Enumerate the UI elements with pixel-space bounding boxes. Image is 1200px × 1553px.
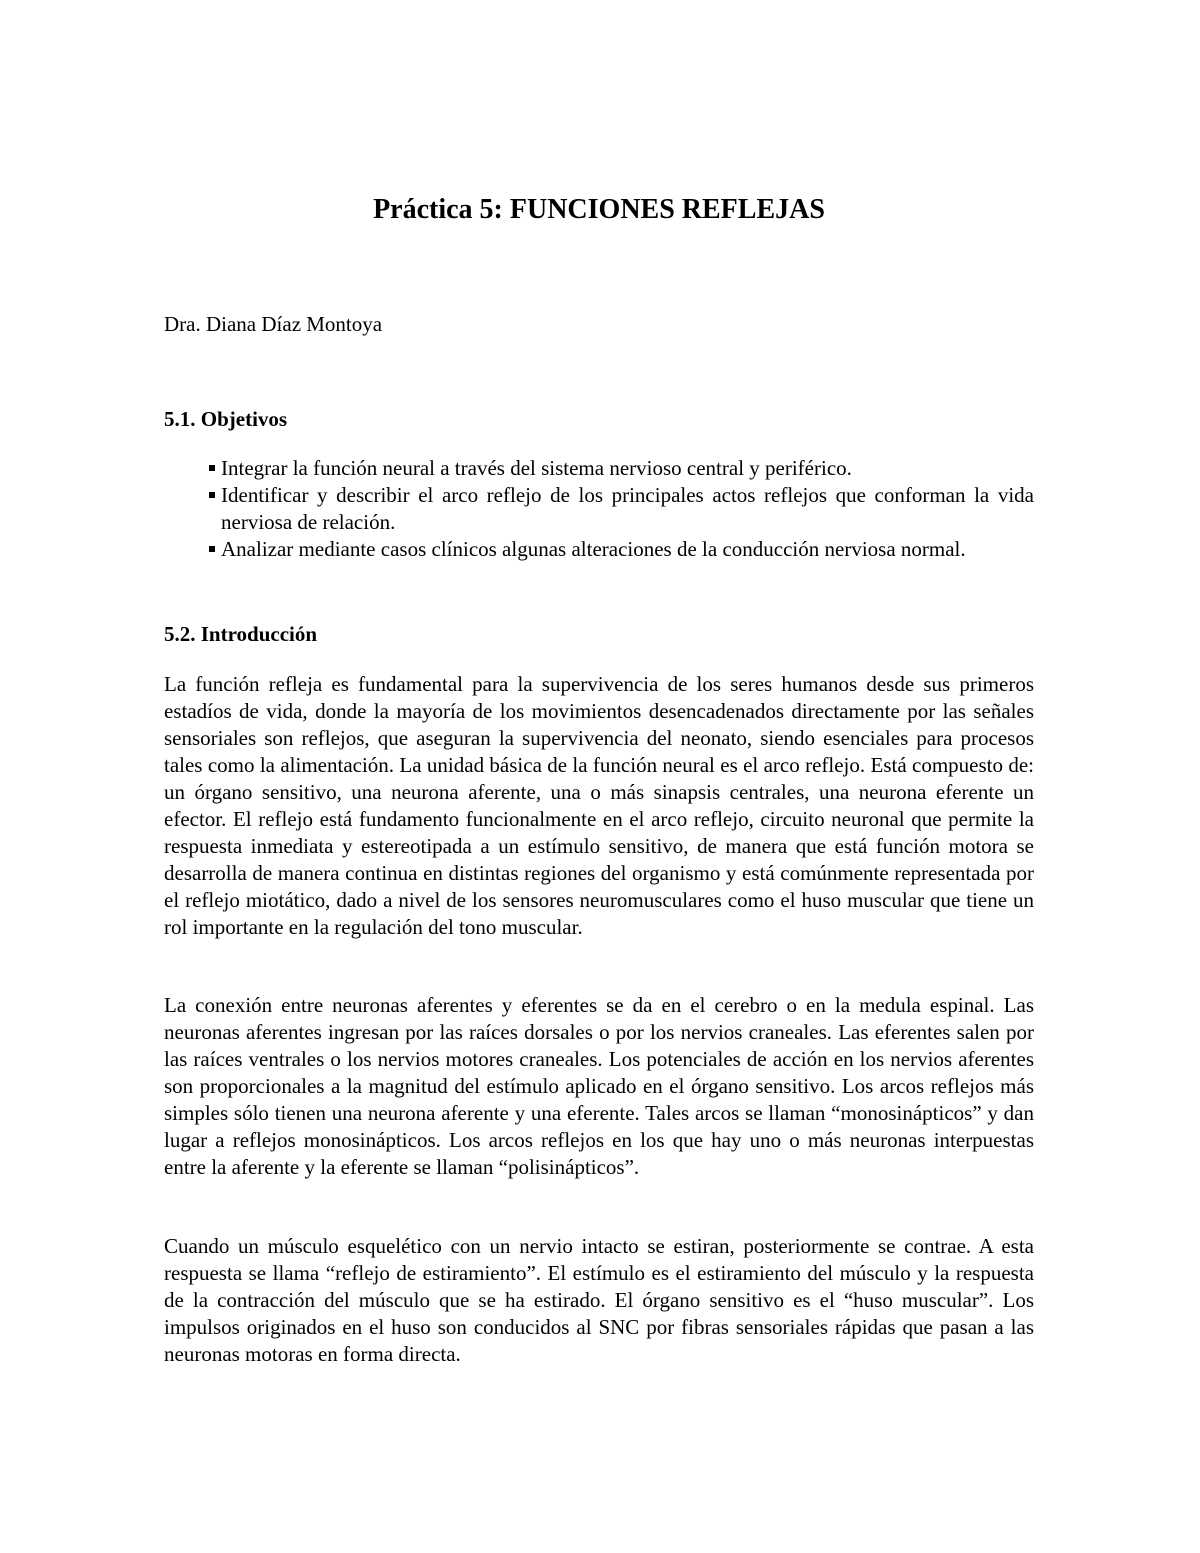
objective-text: Analizar mediante casos clínicos algunas alteraciones de la conducción nerviosa normal. — [221, 537, 966, 561]
objective-text: Identificar y describir el arco reflejo de los principales actos reflejos que conforman la vida nerviosa de relación. — [221, 483, 1034, 534]
square-bullet-icon — [209, 492, 215, 498]
section-heading-introduccion: 5.2. Introducción — [164, 622, 318, 646]
document-title: Práctica 5: FUNCIONES REFLEJAS — [373, 194, 825, 225]
intro-paragraph: Cuando un músculo esquelético con un nervio intacto se estiran, posteriormente se contrae. A esta respuesta se llama “reflejo de estiramiento”. El estímulo es el estiramiento del músculo y la respuesta de la contracción del músculo que se ha estirado. El órgano sensitivo es el “huso muscular”. Los impulsos originados en el huso son conducidos al SNC por fibras sensoriales rápidas que pasan a las neuronas motoras en forma directa. — [164, 1234, 1034, 1366]
section-heading-objetivos: 5.1. Objetivos — [164, 407, 288, 431]
intro-paragraph: La función refleja es fundamental para la supervivencia de los seres humanos desde sus primeros estadíos de vida, donde la mayoría de los movimientos desencadenados directamente por las señales sensoriales son reflejos, que aseguran la supervivencia del neonato, siendo esenciales para procesos tales como la alimentación. La unidad básica de la función neural es el arco reflejo. Está compuesto de: un órgano sensitivo, una neurona aferente, una o más sinapsis centrales, una neurona eferente un efector. El reflejo está fundamento funcionalmente en el arco reflejo, circuito neuronal que permite la respuesta inmediata y estereotipada a un estímulo sensitivo, de manera que está función motora se desarrolla de manera continua en distintas regiones del organismo y está comúnmente representada por el reflejo miotático, dado a nivel de los sensores neuromusculares como el huso muscular que tiene un rol importante en la regulación del tono muscular. — [164, 672, 1034, 939]
intro-paragraph: La conexión entre neuronas aferentes y eferentes se da en el cerebro o en la medula espinal. Las neuronas aferentes ingresan por las raíces dorsales o por los nervios craneales. Las eferentes salen por las raíces ventrales o los nervios motores craneales. Los potenciales de acción en los nervios aferentes son proporcionales a la magnitud del estímulo aplicado en el órgano sensitivo. Los arcos reflejos más simples sólo tienen una neurona aferente y una eferente. Tales arcos se llaman “monosinápticos” y dan lugar a reflejos monosinápticos. Los arcos reflejos en los que hay uno o más neuronas interpuestas entre la aferente y la eferente se llaman “polisinápticos”. — [164, 993, 1034, 1179]
objective-item — [209, 536, 1034, 563]
author-line: Dra. Diana Díaz Montoya — [164, 312, 383, 336]
square-bullet-icon — [209, 546, 215, 552]
square-bullet-icon — [209, 465, 215, 471]
objectives-list — [209, 455, 1034, 563]
objective-item — [209, 455, 1034, 482]
objective-item — [209, 482, 1034, 536]
objective-text: Integrar la función neural a través del sistema nervioso central y periférico. — [221, 456, 852, 480]
